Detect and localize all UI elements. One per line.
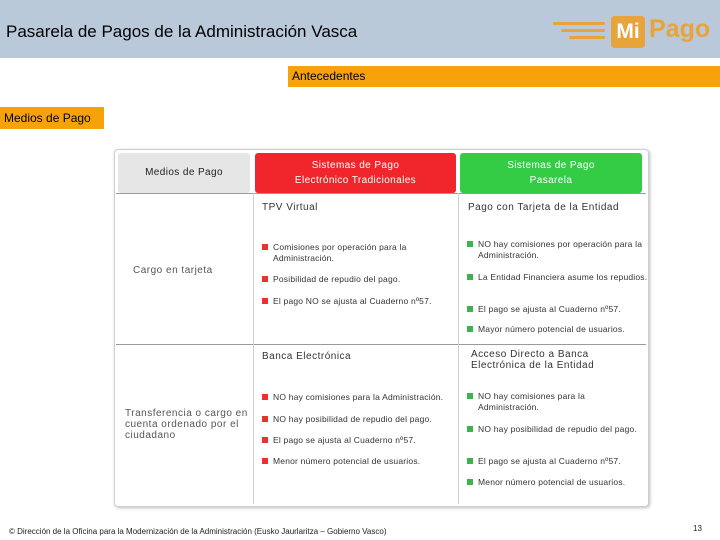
list-item: Menor número potencial de usuarios.	[262, 456, 463, 467]
header-gateway-line2: Pasarela	[529, 175, 573, 186]
list-item: El pago se ajusta al Cuaderno nº57.	[467, 304, 653, 315]
direct-access-title: Acceso Directo a Banca Electrónica de la Entidad	[471, 349, 595, 371]
logo-pago: Pago	[649, 15, 711, 43]
header-gateway-line1: Sistemas de Pago	[507, 160, 595, 171]
list-item: NO hay comisiones para la Administración.	[467, 391, 638, 413]
banca-title: Banca Electrónica	[262, 351, 352, 362]
section-title: Antecedentes	[288, 66, 720, 87]
card-gateway-title: Pago con Tarjeta de la Entidad	[468, 202, 620, 213]
header-medios-text: Medios de Pago	[145, 167, 223, 178]
header-gateway	[460, 153, 642, 193]
page-title: Pasarela de Pagos de la Administración Vasca	[6, 22, 358, 41]
list-item: Posibilidad de repudio del pago.	[262, 274, 458, 285]
list-item: El pago se ajusta al Cuaderno nº57.	[262, 435, 463, 446]
logo-speed-line	[553, 22, 605, 25]
list-item: El pago se ajusta al Cuaderno nº57.	[467, 456, 653, 467]
header-divider	[116, 193, 646, 194]
list-item: El pago NO se ajusta al Cuaderno nº57.	[262, 296, 458, 307]
page-number: 13	[693, 524, 702, 533]
list-item: La Entidad Financiera asume los repudios.	[467, 272, 648, 283]
row-divider	[116, 344, 646, 345]
header-bar	[0, 0, 720, 58]
column-divider	[253, 193, 254, 504]
header-medios	[118, 153, 250, 193]
header-traditional	[255, 153, 456, 193]
logo-speed-line	[561, 29, 605, 32]
list-item: NO hay posibilidad de repudio del pago.	[262, 414, 463, 425]
list-item: NO hay comisiones por operación para la Administración.	[467, 239, 653, 261]
list-item: NO hay posibilidad de repudio del pago.	[467, 424, 638, 435]
mipago-logo	[553, 12, 713, 52]
row-label-card: Cargo en tarjeta	[133, 265, 213, 276]
list-item: Mayor número potencial de usuarios.	[467, 324, 653, 335]
list-item: Comisiones por operación para la Administración.	[262, 242, 453, 264]
header-traditional-line1: Sistemas de Pago	[311, 160, 400, 171]
header-traditional-line2: Electrónico Tradicionales	[294, 175, 417, 186]
row-label-transfer: Transferencia o cargo en cuenta ordenado por el ciudadano	[125, 408, 248, 441]
logo-speed-line	[569, 36, 605, 39]
list-item: Menor número potencial de usuarios.	[467, 477, 653, 488]
logo-mi: Mi	[611, 16, 645, 48]
side-label: Medios de Pago	[0, 107, 104, 129]
footer-copyright: © Dirección de la Oficina para la Modernización de la Administración (Eusko Jaurlaritza – Gobierno Vasco)	[9, 527, 387, 536]
tpv-title: TPV Virtual	[262, 202, 318, 213]
list-item: NO hay comisiones para la Administración.	[262, 392, 463, 403]
